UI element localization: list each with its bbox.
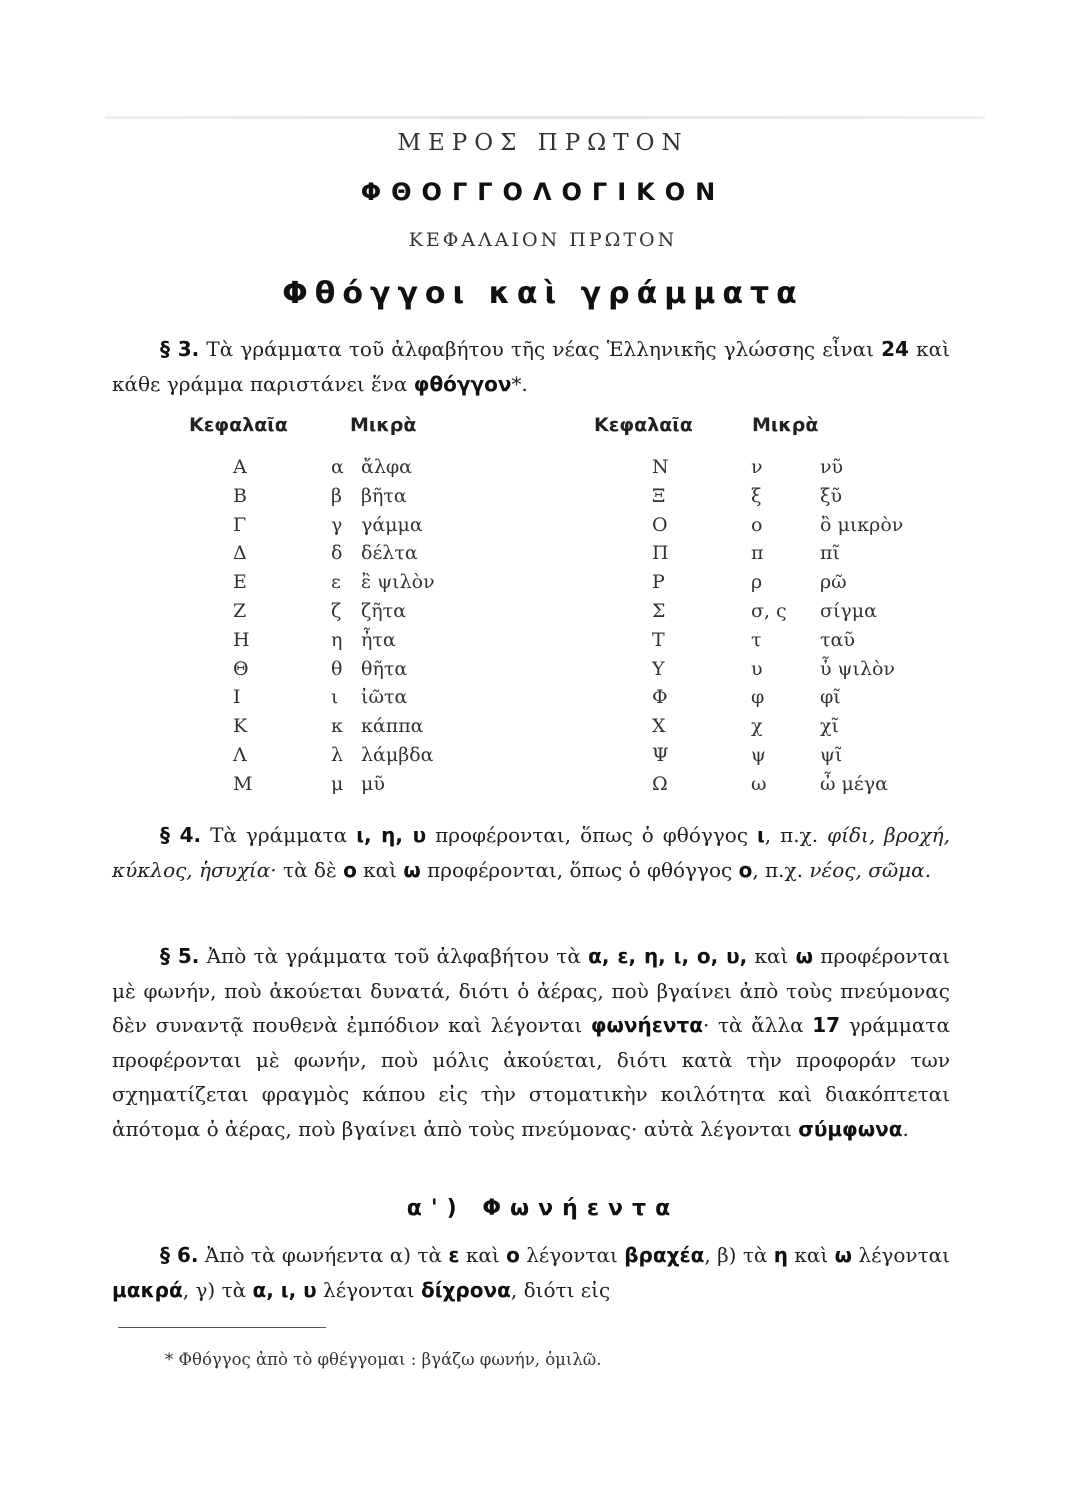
small-letter: ι — [331, 686, 339, 709]
small-letter: ο — [751, 513, 763, 536]
letter-name: φῖ — [820, 686, 841, 709]
capital-letter: Α — [233, 456, 247, 478]
column-header-small: Μικρὰ — [350, 414, 417, 436]
column-header-small: Μικρὰ — [752, 414, 819, 436]
capital-letter: Φ — [652, 686, 668, 709]
letter-name: λάμβδα — [361, 744, 434, 766]
capital-letter: Ω — [652, 772, 668, 795]
paragraph-4: § 4. Τὰ γράμματα ι, η, υ προφέρονται, ὅπως ὁ φθόγγος ι, π.χ. φίδι, βροχή, κύκλος, ἡσυχία· τὰ δὲ ο καὶ ω προφέρονται, ὅπως ὁ φθόγγος ο, π.χ. νέος, σῶμα. — [112, 823, 950, 882]
capital-letter: Β — [233, 484, 247, 507]
letter-name: ζῆτα — [361, 600, 407, 622]
chapter-heading: ΚΕΦΑΛΑΙΟΝ ΠΡΩΤΟΝ — [408, 229, 678, 251]
small-letter: γ — [331, 513, 343, 536]
small-letter: υ — [751, 657, 763, 680]
section-number: § 4. — [160, 823, 202, 847]
capital-letter: Η — [233, 628, 250, 651]
section-number: § 5. — [160, 944, 200, 968]
capital-letter: Π — [652, 542, 669, 565]
small-letter: α — [331, 456, 344, 478]
capital-letter: Λ — [233, 744, 247, 766]
capital-letter: Θ — [233, 657, 249, 680]
header-rule — [105, 116, 985, 119]
column-header-capitals: Κεφαλαῖα — [594, 414, 693, 436]
letter-name: χῖ — [820, 715, 839, 738]
capital-letter: Μ — [233, 772, 253, 795]
capital-letter: Ε — [233, 571, 247, 594]
letter-name: ταῦ — [820, 628, 855, 651]
letter-name: μῦ — [361, 772, 385, 795]
letter-name: ἰῶτα — [361, 686, 408, 709]
small-letter: χ — [751, 715, 763, 738]
letter-name: ρῶ — [820, 571, 847, 594]
small-letter: μ — [331, 772, 344, 795]
letter-name: ὂ μικρὸν — [820, 513, 904, 536]
paragraph-3: § 3. Τὰ γράμματα τοῦ ἀλφαβήτου τῆς νέας Ἑλληνικῆς γλώσσης εἶναι 24 καὶ κάθε γράμμα παριστάνει ἕνα φθόγγον*. — [112, 337, 950, 396]
small-letter: θ — [331, 657, 343, 680]
subject-heading: ΦΘΟΓΓΟΛΟΓΙΚΟΝ — [360, 178, 726, 206]
small-letter: π — [751, 542, 764, 565]
capital-letter: Ζ — [233, 600, 247, 622]
paragraph-5: § 5. Ἀπὸ τὰ γράμματα τοῦ ἀλφαβήτου τὰ α, ε, η, ι, ο, υ, καὶ ω προφέρονται μὲ φωνήν, ποὺ ἀκούεται δυνατά, διότι ὁ ἀέρας, ποὺ βγαίνει ἀπὸ τοὺς πνεύμονας δὲν συναντᾷ πουθενὰ ἐμπόδιον καὶ λέγονται φωνήεντα· τὰ ἄλλα 17 γράμματα προφέρονται μὲ φωνήν, ποὺ μόλις ἀκούεται, διότι κατὰ τὴν προφοράν των σχηματίζεται φραγμὸς κάπου εἰς τὴν στοματικὴν κοιλότητα καὶ διακόπτεται ἀπότομα ὁ ἀέρας, ποὺ βγαίνει ἀπὸ τοὺς πνεύμονας· αὐτὰ λέγονται σύμφωνα. — [112, 944, 950, 1141]
letter-name: κάππα — [361, 715, 424, 738]
capital-letter: Ι — [233, 686, 241, 709]
small-letter: η — [331, 628, 343, 651]
part-heading: ΜΕΡΟΣ ΠΡΩΤΟΝ — [397, 130, 689, 156]
footnote-rule — [118, 1327, 326, 1328]
small-letter: σ, ς — [751, 600, 787, 622]
vowels-subheading: α') Φωνήεντα — [406, 1196, 680, 1221]
column-header-capitals: Κεφαλαῖα — [189, 414, 288, 436]
capital-letter: Υ — [652, 657, 665, 680]
letter-name: ὦ μέγα — [820, 772, 888, 795]
letter-name: σίγμα — [820, 600, 877, 622]
letter-name: ἒ ψιλὸν — [361, 571, 435, 594]
small-letter: τ — [751, 628, 762, 651]
small-letter: λ — [331, 744, 344, 766]
small-letter: ξ — [751, 484, 762, 507]
letter-name: δέλτα — [361, 542, 418, 565]
capital-letter: Δ — [233, 542, 247, 565]
capital-letter: Ο — [652, 513, 668, 536]
capital-letter: Ν — [652, 456, 669, 478]
small-letter: ρ — [751, 571, 763, 594]
capital-letter: Τ — [652, 628, 665, 651]
small-letter: β — [331, 484, 342, 507]
small-letter: ζ — [331, 600, 342, 622]
small-letter: κ — [331, 715, 343, 738]
letter-name: ψῖ — [820, 744, 843, 766]
section-number: § 6. — [160, 1243, 199, 1267]
capital-letter: Ρ — [652, 571, 665, 594]
small-letter: ν — [751, 456, 763, 478]
small-letter: φ — [751, 686, 765, 709]
footnote: * Φθόγγος ἀπὸ τὸ φθέγγομαι : βγάζω φωνήν, ὁμιλῶ. — [165, 1350, 602, 1369]
letter-name: ἄλφα — [361, 456, 413, 478]
capital-letter: Κ — [233, 715, 248, 738]
letter-name: ἦτα — [361, 628, 396, 651]
letter-name: πῖ — [820, 542, 840, 565]
letter-name: νῦ — [820, 456, 844, 478]
small-letter: ψ — [751, 744, 766, 766]
letter-name: γάμμα — [361, 513, 423, 536]
capital-letter: Ξ — [652, 484, 666, 507]
letter-name: ξῦ — [820, 484, 843, 507]
small-letter: δ — [331, 542, 343, 565]
capital-letter: Χ — [652, 715, 666, 738]
paragraph-6: § 6. Ἀπὸ τὰ φωνήεντα α) τὰ ε καὶ ο λέγονται βραχέα, β) τὰ η καὶ ω λέγονται μακρά, γ) τὰ α, ι, υ λέγονται δίχρονα, διότι εἰς — [112, 1243, 950, 1302]
letter-name: θῆτα — [361, 657, 408, 680]
letter-name: ὖ ψιλὸν — [820, 657, 895, 680]
capital-letter: Σ — [652, 600, 666, 622]
letter-name: βῆτα — [361, 484, 407, 507]
capital-letter: Ψ — [652, 744, 669, 766]
capital-letter: Γ — [233, 513, 247, 536]
small-letter: ω — [751, 772, 767, 795]
small-letter: ε — [331, 571, 341, 594]
section-title: Φθόγγοι καὶ γράμματα — [282, 276, 804, 311]
section-number: § 3. — [160, 337, 200, 361]
